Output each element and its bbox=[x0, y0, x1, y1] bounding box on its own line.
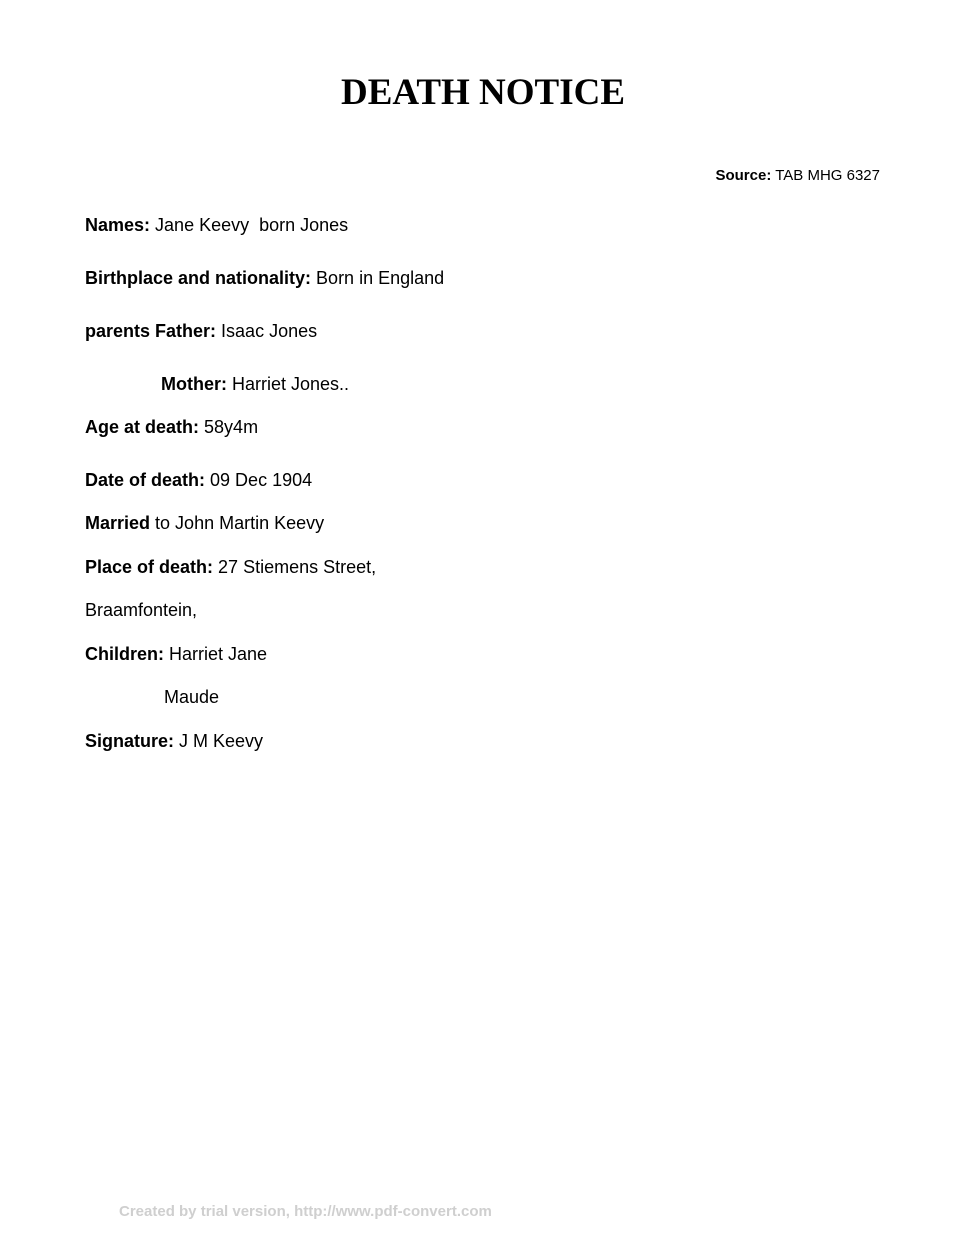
married-label: Married bbox=[85, 513, 151, 533]
children-label: Children: bbox=[85, 644, 164, 664]
age-value: 58y4m bbox=[204, 417, 259, 437]
place-continued-row bbox=[85, 599, 197, 621]
birthplace-value: Born in England bbox=[316, 268, 445, 288]
date-row bbox=[85, 469, 312, 491]
place-continued-value: Braamfontein, bbox=[85, 600, 198, 620]
father-value: Isaac Jones bbox=[221, 321, 318, 341]
names-value: Jane Keevy born Jones bbox=[155, 215, 349, 235]
birthplace-row bbox=[85, 267, 444, 289]
children-continued-value: Maude bbox=[164, 687, 220, 707]
source-label: Source: bbox=[715, 167, 772, 184]
mother-row bbox=[161, 373, 349, 395]
married-row bbox=[85, 512, 324, 534]
children-value: Harriet Jane bbox=[169, 644, 268, 664]
source-value: TAB MHG 6327 bbox=[775, 167, 880, 184]
place-row bbox=[85, 556, 376, 578]
mother-value: Harriet Jones.. bbox=[232, 374, 350, 394]
father-label: parents Father: bbox=[85, 321, 217, 341]
place-value: 27 Stiemens Street, bbox=[218, 557, 377, 577]
names-row bbox=[85, 214, 348, 236]
source-line bbox=[715, 167, 880, 185]
signature-row bbox=[85, 730, 263, 752]
mother-label: Mother: bbox=[161, 374, 227, 394]
married-value: to John Martin Keevy bbox=[155, 513, 325, 533]
birthplace-label: Birthplace and nationality: bbox=[85, 268, 312, 288]
children-row bbox=[85, 643, 267, 665]
age-row bbox=[85, 416, 258, 438]
trial-watermark: Created by trial version, http://www.pdf-convert.com bbox=[119, 1203, 492, 1220]
father-row bbox=[85, 320, 317, 342]
page-title: DEATH NOTICE bbox=[340, 72, 626, 113]
age-label: Age at death: bbox=[85, 417, 200, 437]
signature-label: Signature: bbox=[85, 731, 175, 751]
names-label: Names: bbox=[85, 215, 151, 235]
signature-value: J M Keevy bbox=[179, 731, 264, 751]
place-label: Place of death: bbox=[85, 557, 214, 577]
children-continued-row bbox=[164, 686, 219, 708]
date-label: Date of death: bbox=[85, 470, 206, 490]
date-value: 09 Dec 1904 bbox=[210, 470, 313, 490]
